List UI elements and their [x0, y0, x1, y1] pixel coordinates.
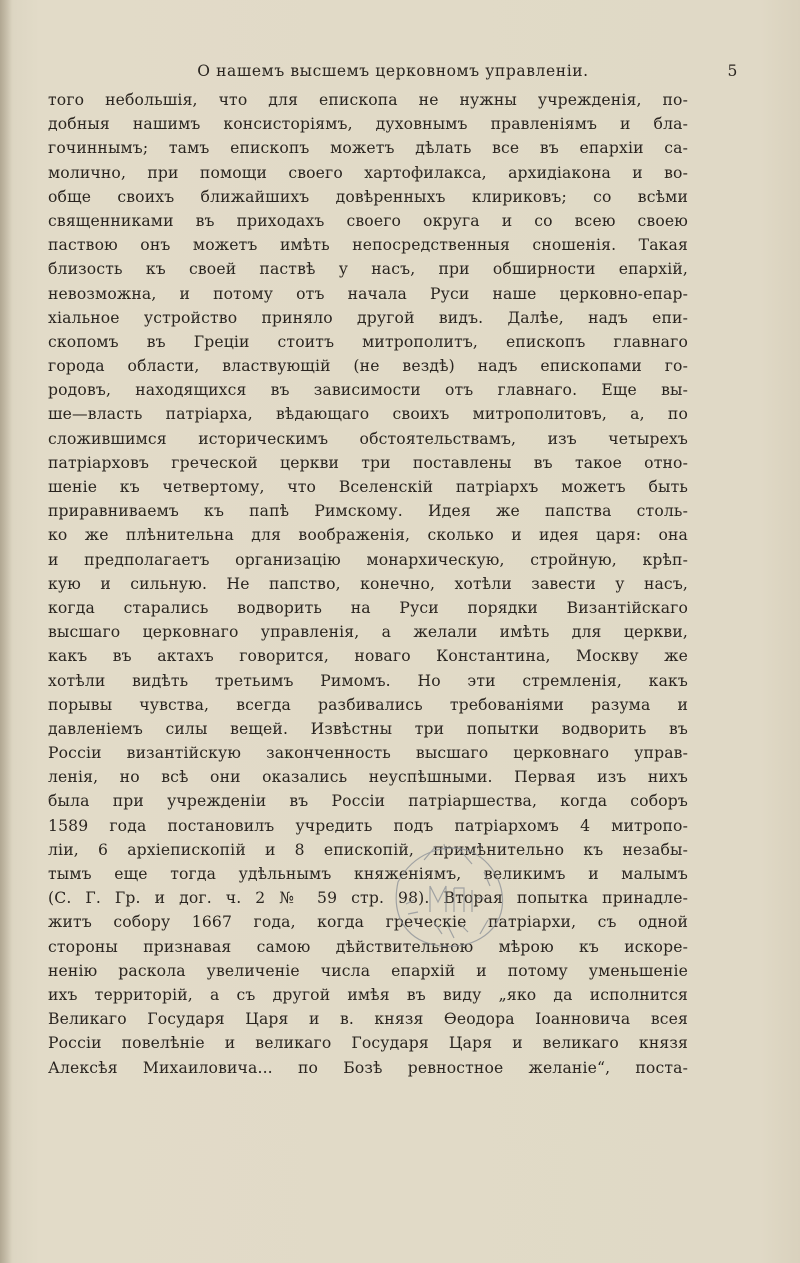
text-line: хотѣли видѣть третьимъ Римомъ. Но эти стремленія, какъ	[48, 671, 688, 690]
text-line: ліи, 6 архіепископій и 8 епископій, примѣнительно къ незабы-	[48, 840, 688, 859]
text-line: Великаго Государя Царя и в. князя Ѳеодора Іоанновича всея	[48, 1010, 688, 1029]
text-line: кую и сильную. Не папство, конечно, хотѣли завести у насъ,	[48, 574, 688, 593]
text-line: стороны признавая самою дѣйствительною мѣрою къ искоре-	[48, 937, 688, 956]
text-line: тымъ еще тогда удѣльнымъ княженіямъ, великимъ и малымъ	[48, 865, 688, 883]
text-line: священниками въ приходахъ своего округа и со всею своею	[48, 211, 688, 230]
text-line: ненію раскола увеличеніе числа епархій и потому уменьшеніе	[48, 961, 688, 980]
page-number: 5	[727, 62, 738, 80]
text-line: и предполагаетъ организацію монархическую, стройную, крѣп-	[48, 550, 688, 569]
text-line: высшаго церковнаго управленія, а желали имѣть для церкви,	[48, 623, 688, 642]
text-line: ихъ территорій, а съ другой имѣя въ виду „яко да исполнится	[48, 985, 688, 1004]
text-line: ленія, но всѣ они оказались неуспѣшными. Первая изъ нихъ	[48, 768, 688, 787]
text-line: Россіи повелѣніе и великаго Государя Царя и великаго князя	[48, 1034, 688, 1053]
text-line: житъ собору 1667 года, когда греческіе патріархи, съ одной	[48, 913, 688, 932]
text-line: ко же плѣнительна для воображенія, сколько и идея царя: она	[48, 526, 688, 545]
text-line: какъ въ актахъ говорится, новаго Константина, Москву же	[48, 647, 688, 666]
text-line: паствою онъ можетъ имѣть непосредственныя сношенія. Такая	[48, 236, 688, 255]
text-line: родовъ, находящихся въ зависимости отъ главнаго. Еще вы-	[48, 381, 688, 400]
text-line: Алексѣя Михаиловича... по Бозѣ ревностное желаніе“, поста-	[48, 1058, 688, 1077]
text-line: шеніе къ четвертому, что Вселенскій патріархъ можетъ быть	[48, 478, 688, 496]
page-spine-shadow	[0, 0, 12, 1263]
text-line: порывы чувства, всегда разбивались требованіями разума и	[48, 695, 688, 714]
text-line: давленіемъ силы вещей. Извѣстны три попытки водворить въ	[48, 719, 688, 738]
text-line: хіальное устройство приняло другой видъ. Далѣе, надъ епи-	[48, 308, 688, 327]
text-line: Россіи византійскую законченность высшаго церковнаго управ-	[48, 744, 688, 763]
text-line: обще своихъ ближайшихъ довѣренныхъ клириковъ; со всѣми	[48, 187, 688, 206]
text-line: когда старались водворить на Руси порядки Византійскаго	[48, 598, 688, 617]
text-line: молично, при помощи своего хартофилакса, архидіакона и во-	[48, 163, 688, 182]
running-header-title: О нашемъ высшемъ церковномъ управленіи.	[197, 62, 589, 80]
text-line: ше—власть патріарха, вѣдающаго своихъ митрополитовъ, а, по	[48, 405, 688, 424]
text-line: сложившимся историческимъ обстоятельствамъ, изъ четырехъ	[48, 429, 688, 448]
text-line: того небольшія, что для епископа не нужны учрежденія, по-	[48, 91, 688, 109]
text-line: города области, властвующій (не вездѣ) надъ епископами го-	[48, 357, 688, 376]
text-line: добныя нашимъ консисторіямъ, духовнымъ правленіямъ и бла-	[48, 115, 688, 134]
text-line: невозможна, и потому отъ начала Руси наше церковно-епар-	[48, 284, 688, 303]
text-line: близость къ своей паствѣ у насъ, при обширности епархій,	[48, 260, 688, 279]
library-stamp	[384, 842, 512, 952]
text-line: была при учрежденіи въ Россіи патріаршества, когда соборъ	[48, 792, 688, 811]
text-line: (С. Г. Гр. и дог. ч. 2 № 59 стр. 98). Вторая попытка принадле-	[48, 889, 688, 908]
text-line: 1589 года постановилъ учредить подъ патріархомъ 4 митропо-	[48, 816, 688, 835]
text-line: скопомъ въ Греціи стоитъ митрополитъ, епископъ главнаго	[48, 332, 688, 351]
text-line: гочиннымъ; тамъ епископъ можетъ дѣлать все въ епархіи са-	[48, 139, 688, 158]
text-line: патріарховъ греческой церкви три поставлены въ такое отно-	[48, 453, 688, 472]
body-text	[48, 88, 688, 1080]
running-header	[48, 62, 738, 84]
text-line: приравниваемъ къ папѣ Римскому. Идея же папства столь-	[48, 502, 688, 521]
